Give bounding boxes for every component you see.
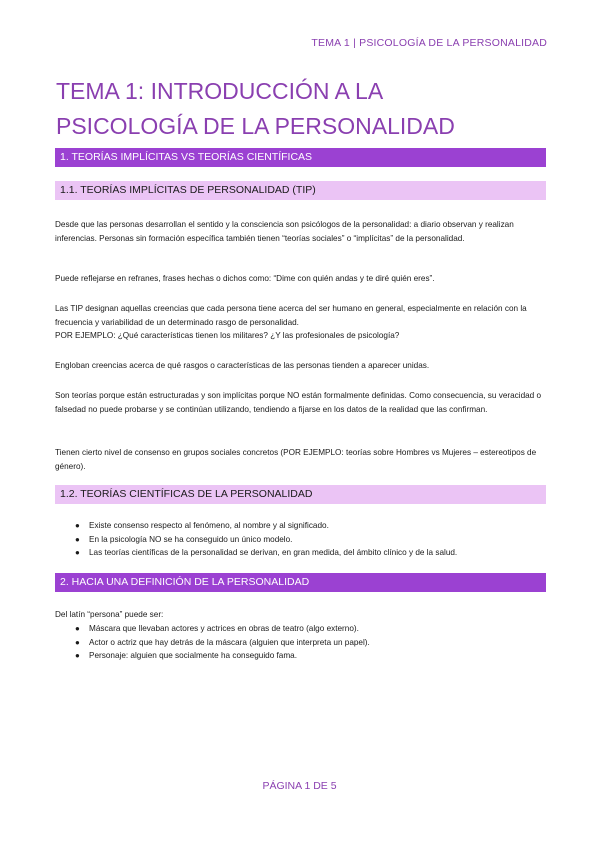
- bullet-icon: ●: [75, 624, 80, 633]
- list-item: ● Existe consenso respecto al fenómeno, al nombre y al significado.: [55, 519, 550, 533]
- list-item: ● Actor o actriz que hay detrás de la máscara (alguien que interpreta un papel).: [55, 636, 550, 650]
- bullet-icon: ●: [75, 521, 80, 530]
- paragraph-son-teorias: Son teorías porque están estructuradas y son implícitas porque NO están formalmente definidas. Como consecuencia, su veracidad o falsedad no puede probarse y se continúan utilizando, tendiendo a fijarse en los datos de la realidad que las confirman.: [55, 391, 542, 414]
- list-item: ● Personaje: alguien que socialmente ha conseguido fama.: [55, 649, 550, 663]
- paragraph-tip-intro: Desde que las personas desarrollan el sentido y la consciencia son psicólogos de la personalidad: a diario observan y realizan inferencias. Personas sin formación específica también tienen “teorías sociales” o “implícitas” de la personalidad.: [55, 220, 514, 243]
- bullet-list-persona: [55, 622, 550, 663]
- bullet-icon: ●: [75, 534, 80, 544]
- section-heading-2: 2. HACIA UNA DEFINICIÓN DE LA PERSONALIDAD: [55, 573, 546, 592]
- running-header: TEMA 1 | PSICOLOGÍA DE LA PERSONALIDAD: [311, 37, 547, 49]
- section-heading-1: 1. TEORÍAS IMPLÍCITAS VS TEORÍAS CIENTÍFICAS: [55, 148, 546, 167]
- subsection-heading-1-2: 1.2. TEORÍAS CIENTÍFICAS DE LA PERSONALIDAD: [55, 485, 546, 504]
- page-title-line-2: PSICOLOGÍA DE LA PERSONALIDAD: [56, 113, 455, 139]
- bullet-icon: ●: [75, 637, 80, 647]
- paragraph-latin-persona: Del latín “persona” puede ser:: [55, 610, 164, 619]
- page-number-footer: PÁGINA 1 DE 5: [262, 780, 337, 792]
- subsection-heading-1-1: 1.1. TEORÍAS IMPLÍCITAS DE PERSONALIDAD (TIP): [55, 181, 546, 200]
- paragraph-tip-example: POR EJEMPLO: ¿Qué características tienen los militares? ¿Y las profesionales de psicología?: [55, 331, 400, 340]
- list-item: ● En la psicología NO se ha conseguido un único modelo.: [55, 533, 550, 547]
- list-item: ● Máscara que llevaban actores y actrices en obras de teatro (algo externo).: [55, 622, 550, 636]
- bullet-icon: ●: [75, 651, 80, 660]
- paragraph-tip-definition: [55, 302, 550, 343]
- paragraph-consenso: Tienen cierto nivel de consenso en grupos sociales concretos (POR EJEMPLO: teorías sobre Hombres vs Mujeres – estereotipos de género).: [55, 448, 537, 471]
- page-title-line-1: TEMA 1: INTRODUCCIÓN A LA: [56, 78, 384, 104]
- page-title: [56, 74, 556, 144]
- paragraph-tip-definition-text: Las TIP designan aquellas creencias que cada persona tiene acerca del ser humano en general, especialmente en relación con la frecuencia y variabilidad de un determinado rasgo de personalidad.: [55, 304, 527, 327]
- paragraph-refranes: Puede reflejarse en refranes, frases hechas o dichos como: “Dime con quién andas y te diré quién eres”.: [55, 274, 435, 283]
- bullet-icon: ●: [75, 548, 80, 557]
- list-item: ● Las teorías científicas de la personalidad se derivan, en gran medida, del ámbito clínico y de la salud.: [55, 546, 550, 560]
- paragraph-engloban: Engloban creencias acerca de qué rasgos o características de las personas tienden a aparecer unidas.: [55, 361, 430, 370]
- bullet-list-teorias-cientificas: [55, 519, 550, 560]
